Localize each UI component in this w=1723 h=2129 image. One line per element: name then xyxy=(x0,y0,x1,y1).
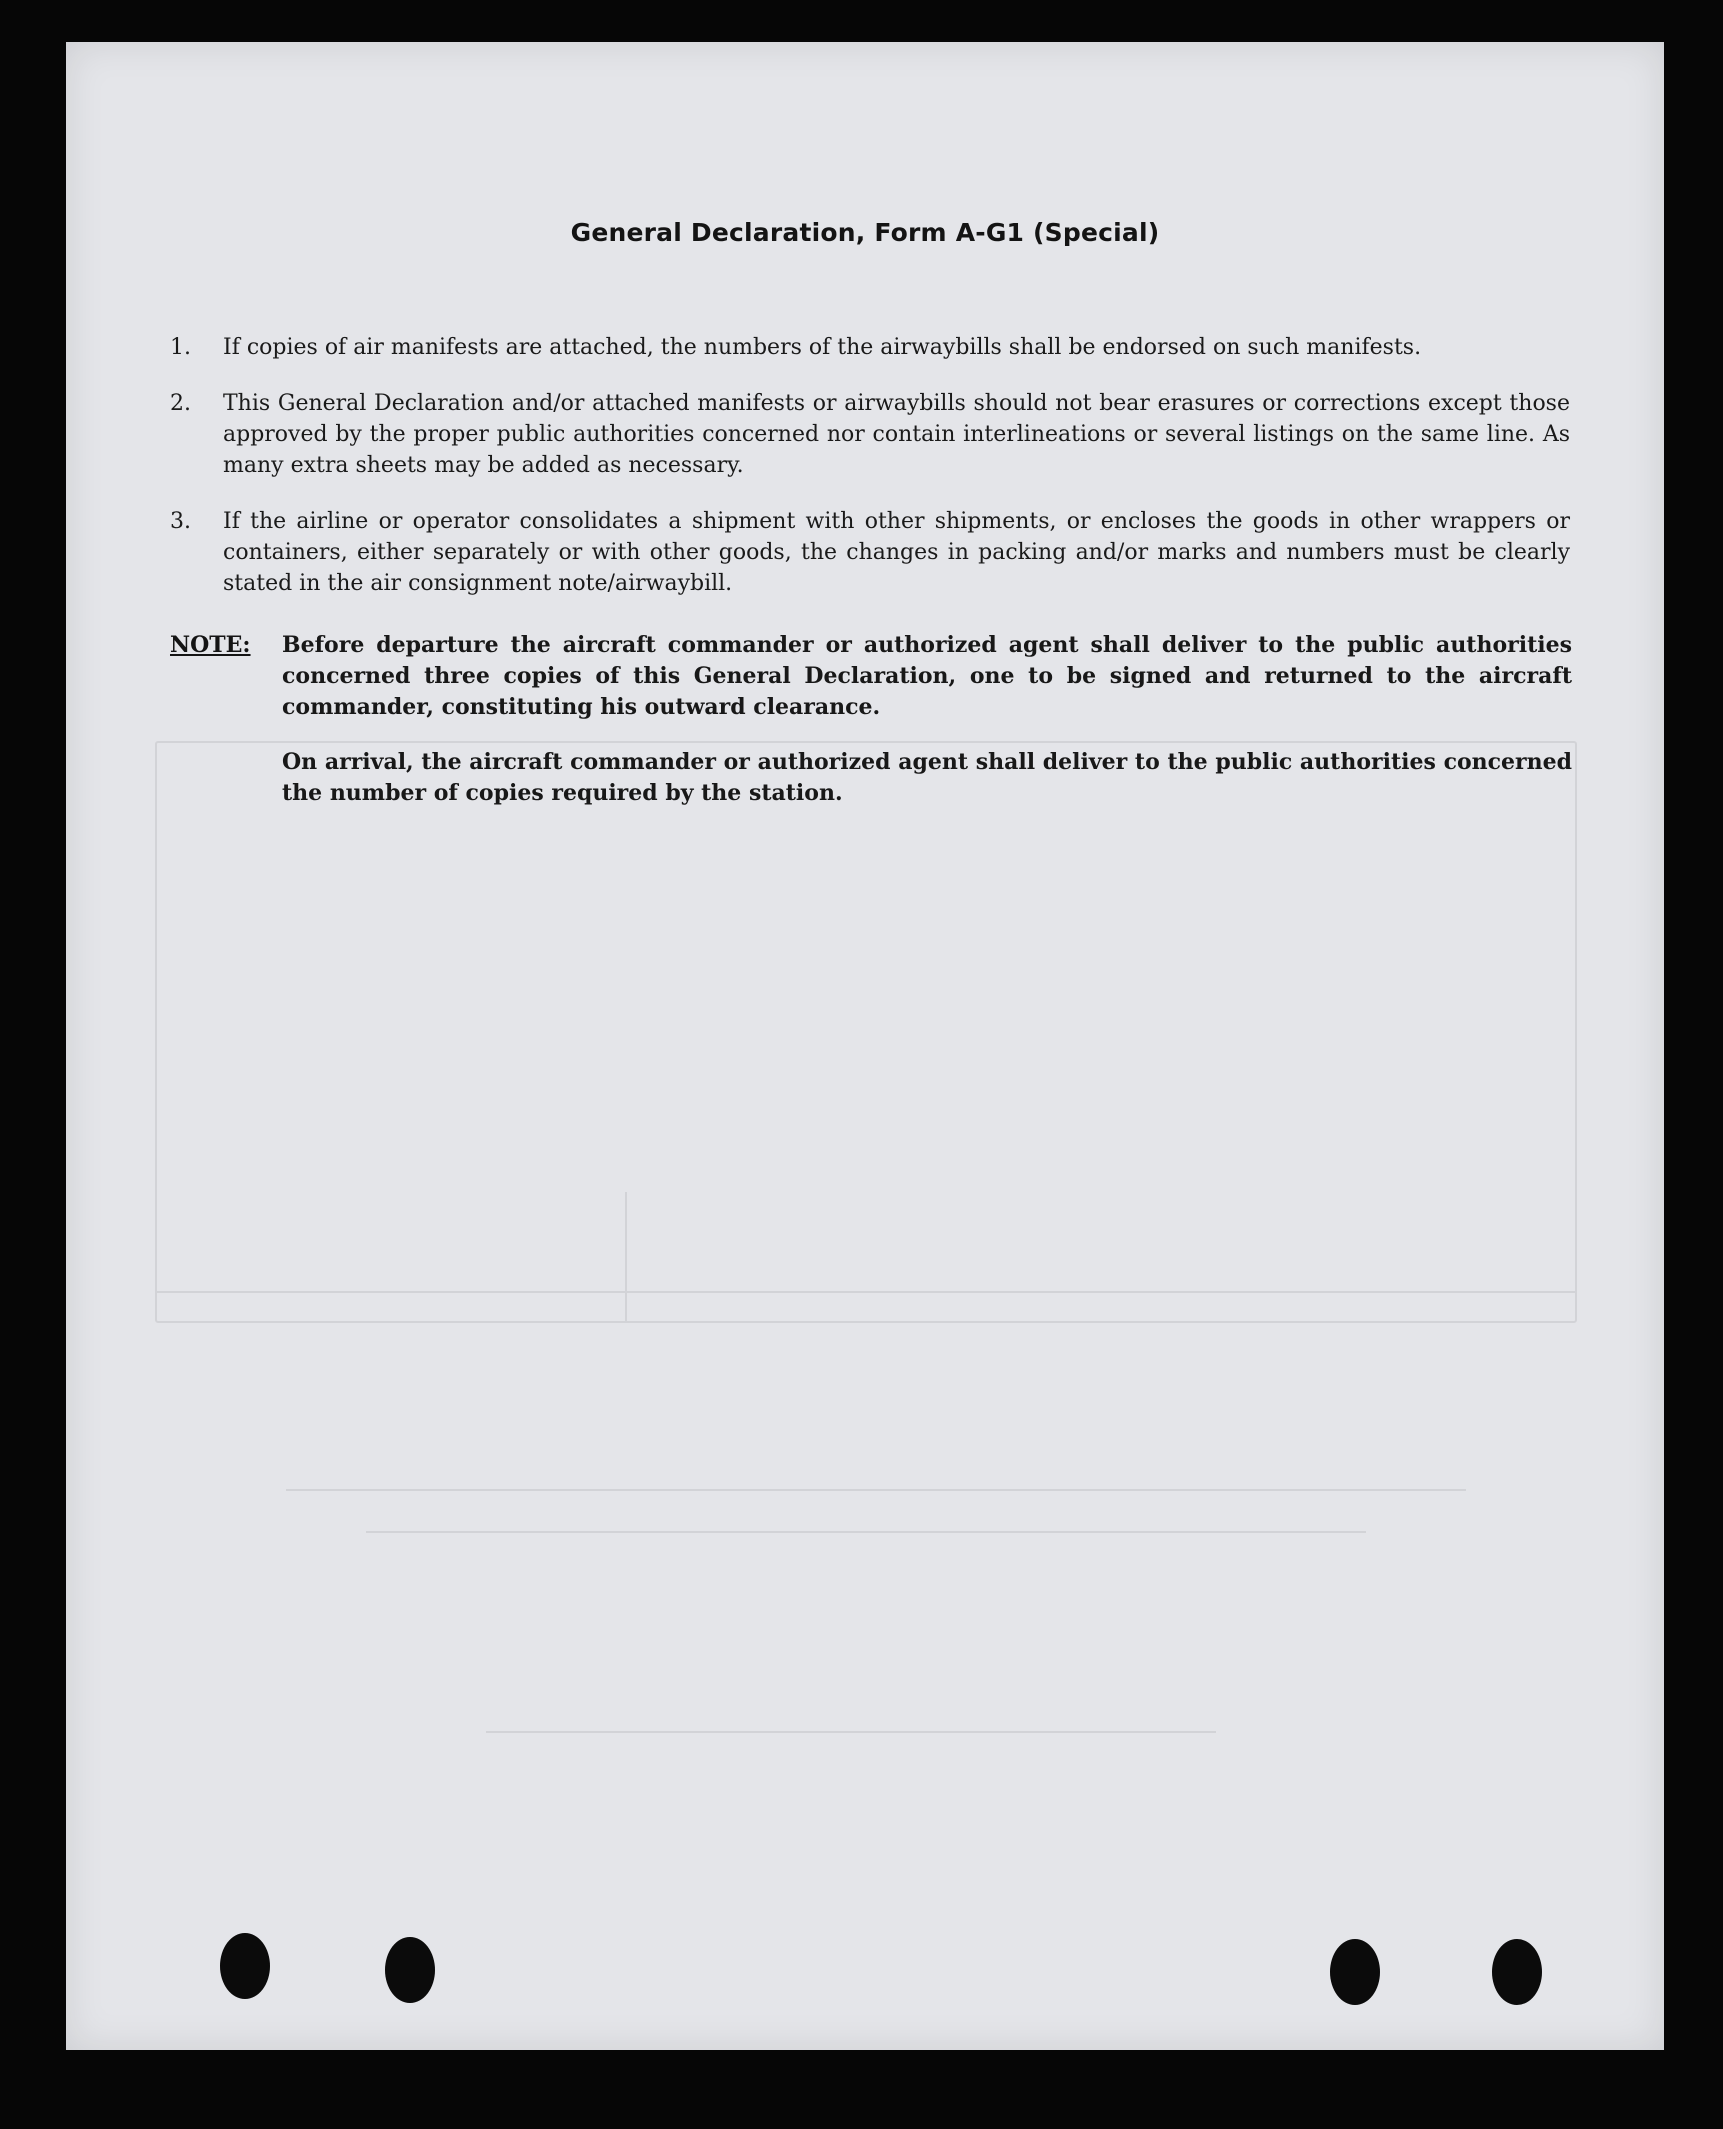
paper-sheet xyxy=(66,42,1664,2050)
item-text: If the airline or operator consolidates a shipment with other shipments, or encloses the goods in other wrappers or containers, either separately or with other goods, the changes in packing and/or marks and numbers must be clearly stated in the air consignment note/airwaybill. xyxy=(223,509,1570,596)
item-number: 1. xyxy=(170,335,191,360)
document-title: General Declaration, Form A-G1 (Special) xyxy=(570,218,1160,247)
item-number: 2. xyxy=(170,391,191,416)
punch-hole xyxy=(1330,1939,1380,2005)
punch-hole xyxy=(385,1937,435,2003)
punch-hole xyxy=(220,1933,270,1999)
punch-hole xyxy=(1492,1939,1542,2005)
item-text: This General Declaration and/or attached manifests or airwaybills should not bear erasures or corrections except those approved by the proper public authorities concerned nor contain interlineations or several listings on the same line. As many extra sheets may be added as necessary. xyxy=(223,391,1570,478)
note-label: NOTE: xyxy=(170,632,251,658)
item-text: If copies of air manifests are attached, the numbers of the airwaybills shall be endorsed on such manifests. xyxy=(223,335,1422,360)
ghost-form-box xyxy=(156,742,1576,1322)
note-paragraph-1: Before departure the aircraft commander or authorized agent shall deliver to the public authorities concerned three copies of this General Declaration, one to be signed and returned to the aircraft commander, constituting his outward clearance. xyxy=(282,632,1572,720)
item-number: 3. xyxy=(170,509,191,534)
note-paragraph-2: On arrival, the aircraft commander or authorized agent shall deliver to the public authorities concerned the number of copies required by the station. xyxy=(282,749,1572,806)
